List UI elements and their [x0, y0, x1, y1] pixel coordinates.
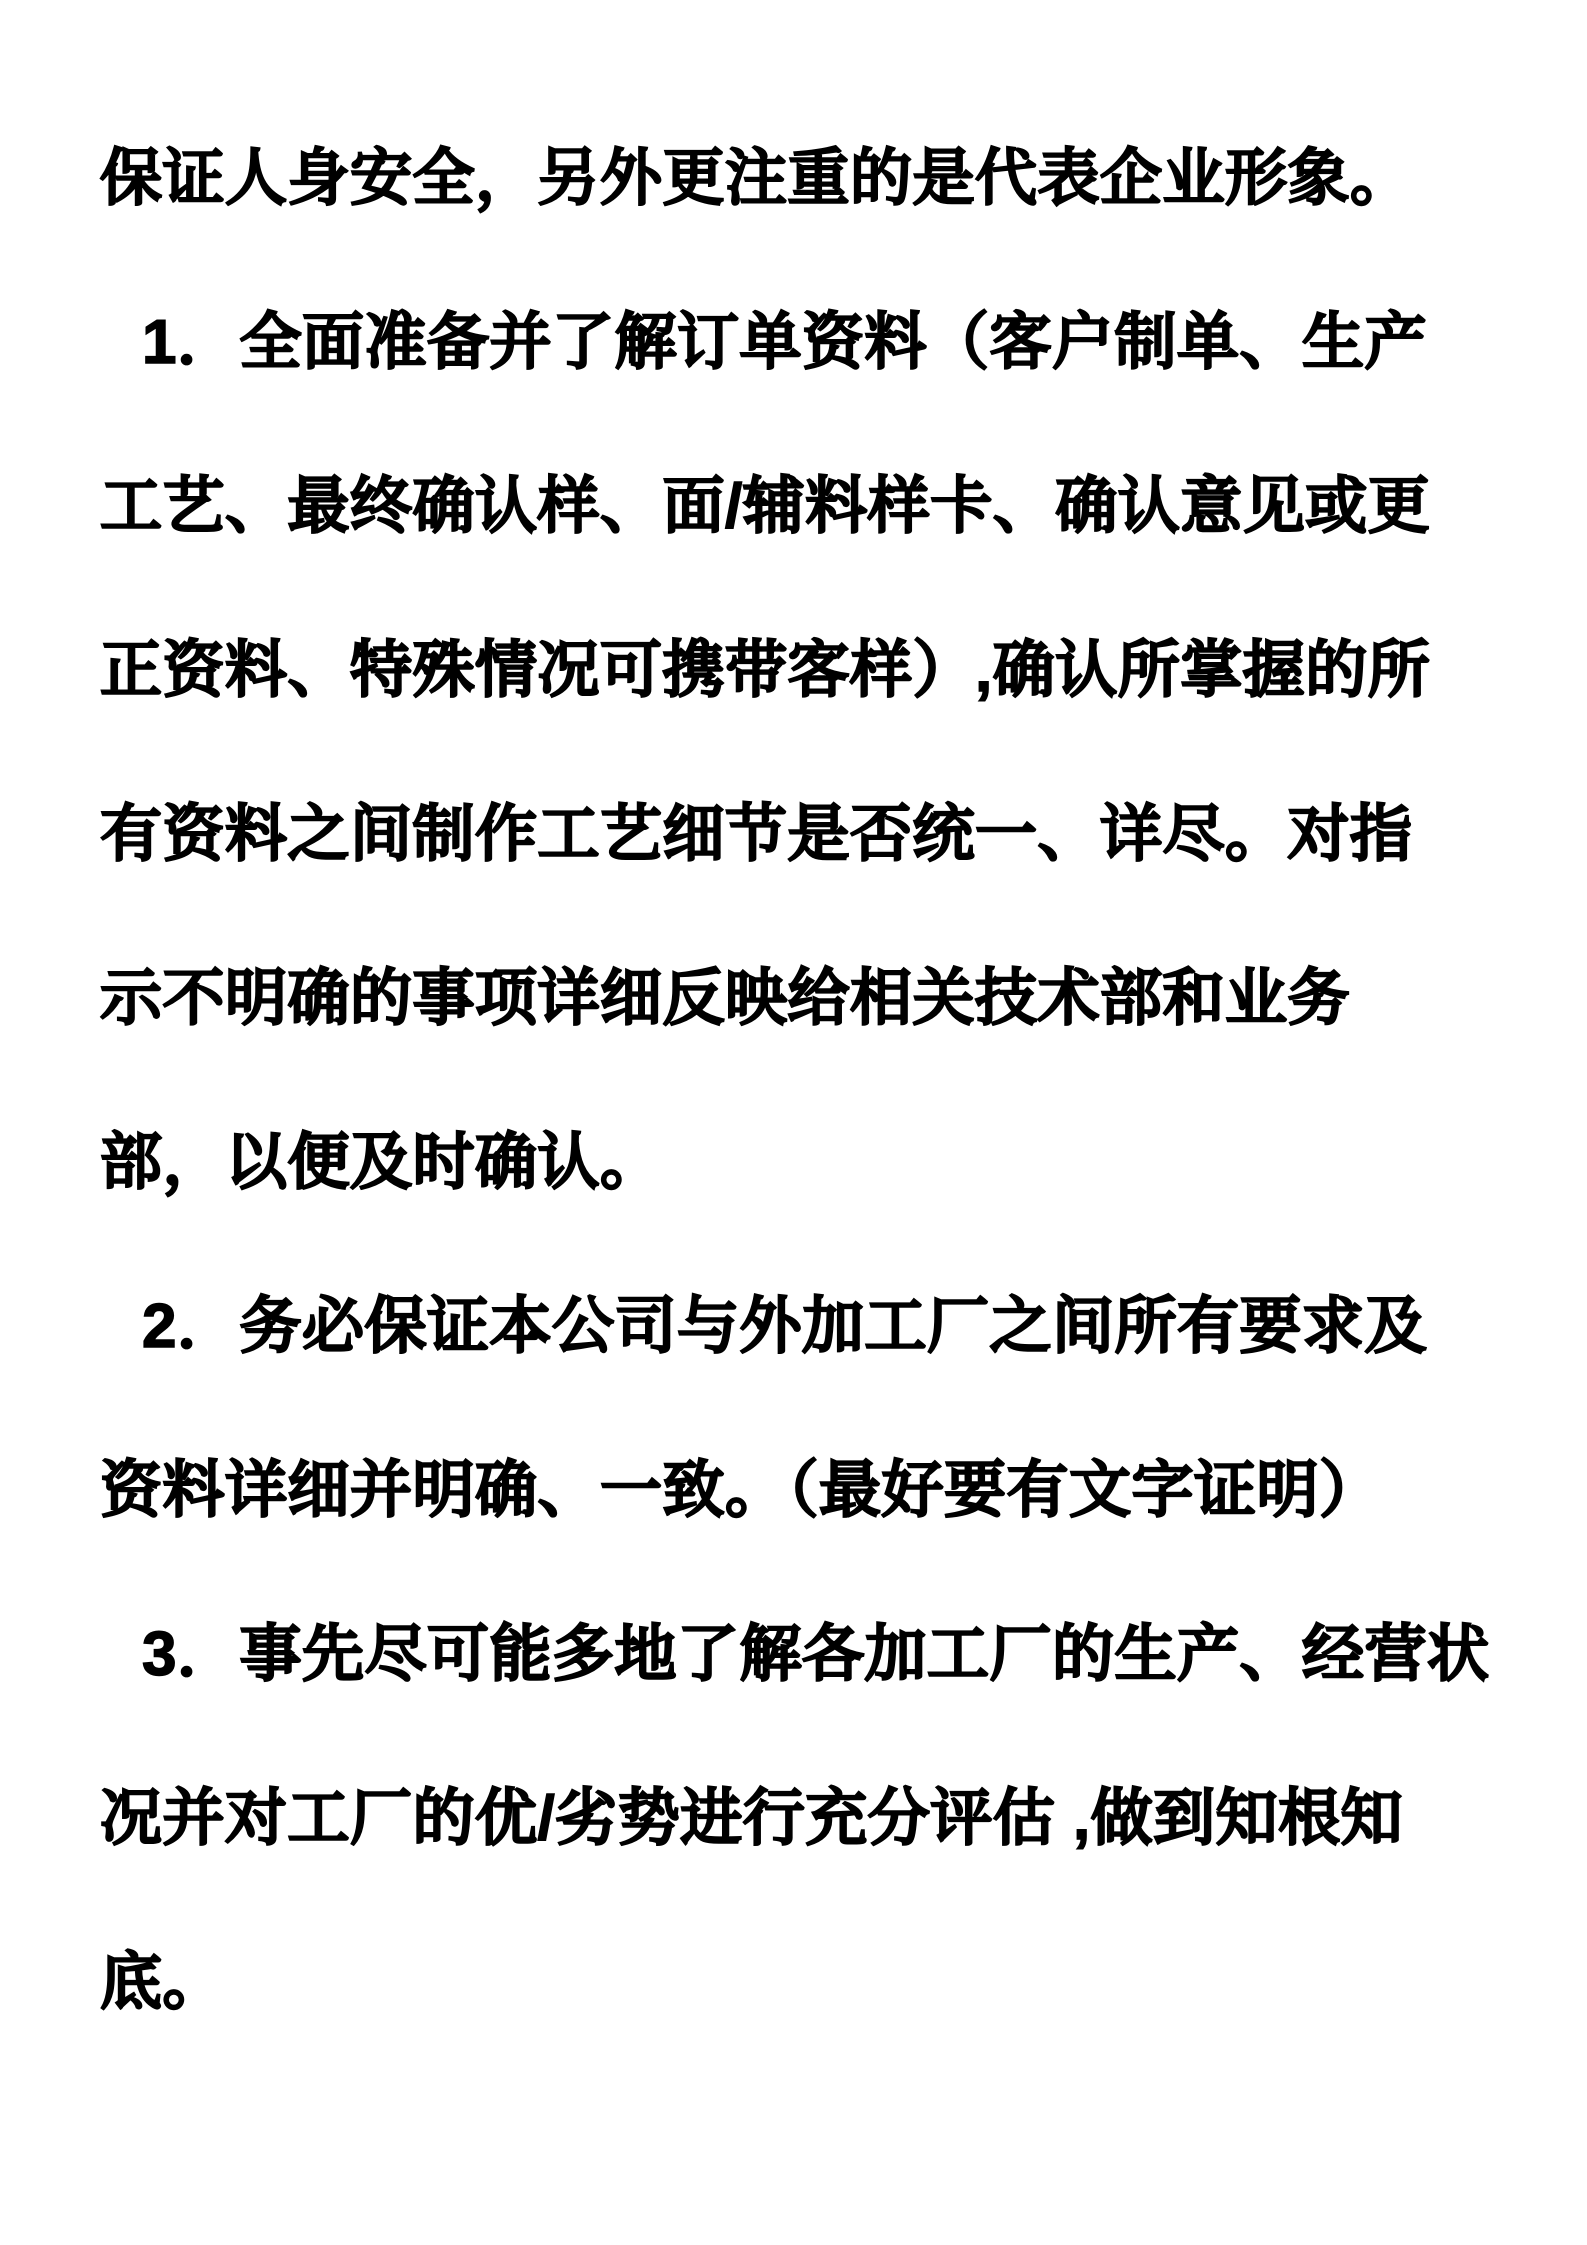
- document-text-block: [100, 90, 1492, 2058]
- text-line-numbered-2: 2．务必保证本公司与外加工厂之间所有要求及: [142, 1291, 1427, 1361]
- text-line-numbered-1: 1．全面准备并了解订单资料（客户制单、生产: [142, 307, 1427, 377]
- text-line: 资料详细并明确、一致。（最好要有文字证明）: [100, 1455, 1382, 1525]
- text-line: 有资料之间制作工艺细节是否统一、详尽。对指: [100, 799, 1413, 869]
- text-line: 况并对工厂的优/劣势进行充分评估 ,做到知根知: [100, 1783, 1404, 1853]
- text-line: 正资料、特殊情况可携带客样）,确认所掌握的所: [100, 635, 1431, 705]
- text-line: 工艺、最终确认样、面/辅料样卡、确认意见或更: [100, 471, 1431, 541]
- text-line: 部，以便及时确认。: [100, 1127, 663, 1197]
- text-line: 示不明确的事项详细反映给相关技术部和业务: [100, 963, 1351, 1033]
- text-line-numbered-3: 3．事先尽可能多地了解各加工厂的生产、经营状: [142, 1619, 1490, 1689]
- text-line: 底。: [100, 1947, 226, 2017]
- text-line: 保证人身安全，另外更注重的是代表企业形象。: [100, 143, 1413, 213]
